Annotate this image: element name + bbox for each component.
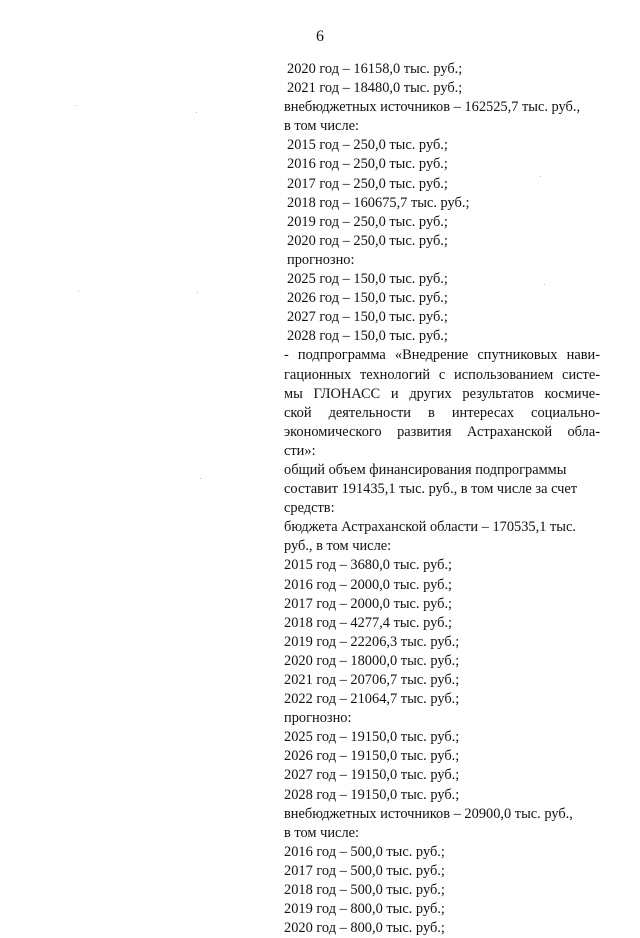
document-body	[284, 60, 600, 938]
text-line: 2021 год – 20706,7 тыс. руб.;	[284, 672, 460, 688]
text-line: 2019 год – 800,0 тыс. руб.;	[284, 901, 445, 918]
text-line: 2020 год – 800,0 тыс. руб.;	[284, 920, 445, 937]
text-line: общий объем финансирования подпрограммы	[284, 461, 567, 478]
page-number: 6	[316, 28, 324, 45]
text-line: 2025 год – 19150,0 тыс. руб.;	[284, 729, 460, 746]
text-line: 2016 год – 2000,0 тыс. руб.;	[284, 576, 453, 593]
text-line: 2018 год – 4277,4 тыс. руб.;	[284, 614, 453, 631]
text-line: 2025 год – 150,0 тыс. руб.;	[287, 271, 448, 288]
text-line: внебюджетных источников – 20900,0 тыс. руб.,	[284, 805, 573, 822]
text-line: 2028 год – 150,0 тыс. руб.;	[287, 328, 448, 345]
text-line: средств:	[284, 500, 335, 517]
text-line: 2027 год – 19150,0 тыс. руб.;	[284, 767, 460, 784]
text-line: 2019 год – 250,0 тыс. руб.;	[287, 213, 448, 230]
text-line: 2015 год – 250,0 тыс. руб.;	[287, 137, 448, 154]
text-line: 2018 год – 160675,7 тыс. руб.;	[287, 194, 470, 211]
text-line: ской деятельности в интересах социально-	[284, 404, 600, 421]
text-line: 2022 год – 21064,7 тыс. руб.;	[284, 691, 460, 708]
text-line: 2021 год – 18480,0 тыс. руб.;	[287, 80, 463, 97]
text-line: 2026 год – 150,0 тыс. руб.;	[287, 290, 448, 307]
text-line: 2019 год – 22206,3 тыс. руб.;	[284, 633, 460, 650]
text-line: 2028 год – 19150,0 тыс. руб.;	[284, 786, 460, 803]
text-line: 2017 год – 500,0 тыс. руб.;	[284, 862, 445, 879]
scan-speck	[197, 292, 198, 293]
text-line: прогнозно:	[284, 710, 352, 727]
text-line: 2018 год – 500,0 тыс. руб.;	[284, 882, 445, 899]
text-line: 2016 год – 500,0 тыс. руб.;	[284, 843, 445, 860]
text-line: 2017 год – 2000,0 тыс. руб.;	[284, 595, 453, 612]
text-line: сти»:	[284, 442, 316, 459]
text-line: 2020 год – 16158,0 тыс. руб.;	[287, 61, 463, 77]
text-line: экономического развития Астраханской обла-	[284, 423, 600, 440]
text-line: 2026 год – 19150,0 тыс. руб.;	[284, 748, 460, 765]
text-line: составит 191435,1 тыс. руб., в том числе за счет	[284, 481, 578, 498]
scan-speck	[78, 291, 79, 292]
text-line: 2027 год – 150,0 тыс. руб.;	[287, 309, 448, 326]
scan-speck	[544, 284, 545, 285]
scan-speck	[196, 112, 197, 113]
text-line: 2016 год – 250,0 тыс. руб.;	[287, 156, 448, 173]
text-line: 2017 год – 250,0 тыс. руб.;	[287, 175, 448, 192]
text-line: прогнозно:	[287, 251, 355, 268]
text-line: внебюджетных источников – 162525,7 тыс. руб.,	[284, 99, 581, 116]
text-line: гационных технологий с использованием систе-	[284, 366, 600, 383]
text-line: в том числе:	[284, 118, 360, 135]
scan-speck	[75, 105, 76, 106]
text-line: в том числе:	[284, 824, 360, 841]
text-line: бюджета Астраханской области – 170535,1 тыс.	[284, 519, 576, 536]
scan-speck	[540, 176, 541, 177]
text-line: 2015 год – 3680,0 тыс. руб.;	[284, 557, 453, 574]
text-line: мы ГЛОНАСС и других результатов космиче-	[284, 385, 600, 402]
scan-speck	[200, 478, 201, 479]
text-line: 2020 год – 18000,0 тыс. руб.;	[284, 652, 460, 669]
text-line: - подпрограмма «Внедрение спутниковых нави-	[284, 347, 600, 364]
text-line: руб., в том числе:	[284, 538, 392, 555]
text-line: 2020 год – 250,0 тыс. руб.;	[287, 232, 448, 249]
